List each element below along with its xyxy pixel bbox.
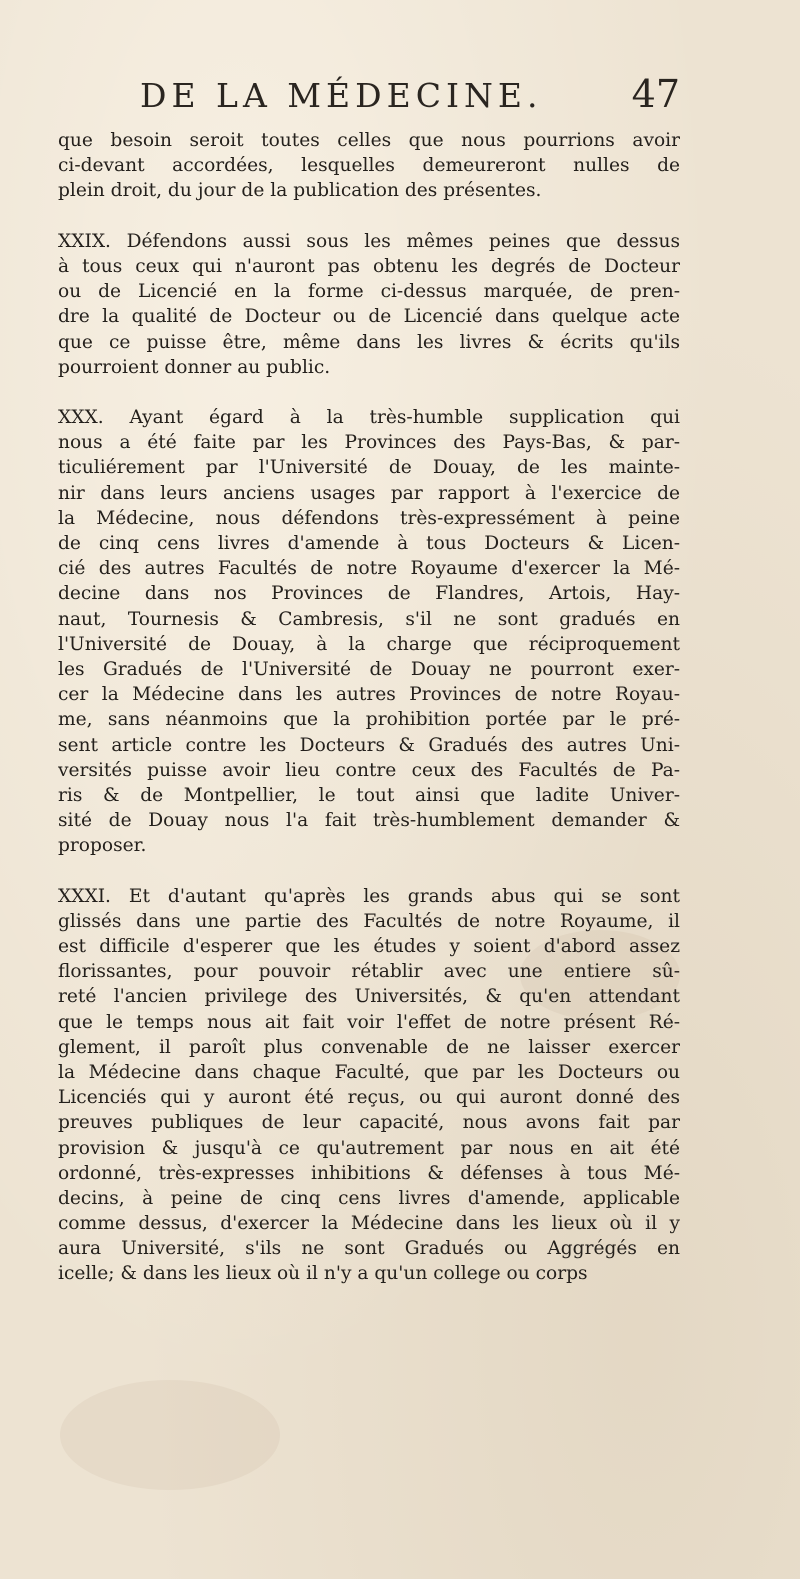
text-line: glement, il paroît plus convenable de ne laisser exercer	[58, 1036, 680, 1058]
text-line: proposer.	[58, 835, 147, 857]
text-line: sent article contre les Docteurs & Gradués des autres Uni-	[58, 734, 680, 756]
text-line: naut, Tournesis & Cambresis, s'il ne sont gradués en	[58, 608, 680, 630]
text-line: decins, à peine de cinq cens livres d'amende, applicable	[58, 1187, 680, 1209]
text-line: pourroient donner au public.	[58, 356, 331, 378]
body-text	[58, 128, 680, 1287]
text-line: sité de Douay nous l'a fait très-humblement demander &	[58, 810, 680, 832]
text-line: decine dans nos Provinces de Flandres, Artois, Hay-	[58, 583, 680, 605]
text-line: cer la Médecine dans les autres Provinces de notre Royau-	[58, 684, 680, 706]
text-line: ou de Licencié en la forme ci-dessus marquée, de pren-	[58, 281, 680, 303]
page-header	[140, 72, 680, 122]
running-head: DE LA MÉDECINE.	[140, 76, 543, 115]
text-line: la Médecine, nous défendons très-expressément à peine	[58, 507, 680, 529]
text-line: XXX. Ayant égard à la très-humble supplication qui	[58, 407, 680, 429]
text-line: de cinq cens livres d'amende à tous Docteurs & Licen-	[58, 533, 680, 554]
text-line: nir dans leurs anciens usages par rapport à l'exercice de	[58, 482, 680, 504]
text-line: cié des autres Facultés de notre Royaume d'exercer la Mé-	[58, 558, 680, 580]
text-line: aura Université, s'ils ne sont Gradués ou Aggrégés en	[58, 1238, 680, 1260]
text-line: versités puisse avoir lieu contre ceux des Facultés de Pa-	[58, 759, 680, 781]
text-line: XXIX. Défendons aussi sous les mêmes peines que dessus	[58, 230, 680, 252]
paragraph-gap	[58, 380, 680, 405]
text-line: plein droit, du jour de la publication des présentes.	[58, 180, 542, 202]
text-line: à tous ceux qui n'auront pas obtenu les degrés de Docteur	[58, 255, 680, 277]
paragraph	[58, 884, 680, 1287]
text-line: reté l'ancien privilege des Universités, & qu'en attendant	[58, 986, 680, 1008]
text-line: preuves publiques de leur capacité, nous avons fait par	[58, 1112, 680, 1134]
text-line: XXXI. Et d'autant qu'après les grands abus qui se sont	[58, 885, 680, 907]
paragraph	[58, 128, 680, 204]
text-line: est difficile d'esperer que les études y soient d'abord assez	[58, 936, 680, 957]
text-line: provision & jusqu'à ce qu'autrement par nous en ait été	[58, 1137, 680, 1159]
text-line: comme dessus, d'exercer la Médecine dans les lieux où il y	[58, 1213, 680, 1235]
text-line: ci-devant accordées, lesquelles demeureront nulles de	[58, 155, 680, 177]
text-line: que le temps nous ait fait voir l'effet de notre présent Ré-	[58, 1011, 680, 1033]
text-line: icelle; & dans les lieux où il n'y a qu'un college ou corps	[58, 1263, 588, 1285]
text-line: ticuliérement par l'Université de Douay, de les mainte-	[58, 457, 680, 479]
page-number: 47	[631, 72, 680, 116]
text-line: que ce puisse être, même dans les livres & écrits qu'ils	[58, 331, 680, 353]
text-line: l'Université de Douay, à la charge que réciproquement	[58, 633, 680, 655]
paragraph	[58, 229, 680, 380]
text-line: glissés dans une partie des Facultés de notre Royaume, il	[58, 910, 680, 932]
paper-stain	[60, 1380, 280, 1490]
text-line: florissantes, pour pouvoir rétablir avec une entiere sû-	[58, 961, 680, 983]
text-line: Licenciés qui y auront été reçus, ou qui auront donné des	[58, 1087, 680, 1109]
paragraph	[58, 405, 680, 858]
text-line: la Médecine dans chaque Faculté, que par les Docteurs ou	[58, 1061, 680, 1083]
text-line: que besoin seroit toutes celles que nous pourrions avoir	[58, 130, 680, 151]
text-line: nous a été faite par les Provinces des Pays-Bas, & par-	[58, 432, 680, 454]
text-line: ris & de Montpellier, le tout ainsi que ladite Univer-	[58, 784, 680, 806]
text-line: dre la qualité de Docteur ou de Licencié dans quelque acte	[58, 306, 680, 328]
text-line: ordonné, très-expresses inhibitions & défenses à tous Mé-	[58, 1162, 680, 1184]
paragraph-gap	[58, 858, 680, 883]
text-line: me, sans néanmoins que la prohibition portée par le pré-	[58, 709, 680, 731]
paragraph-gap	[58, 204, 680, 229]
text-line: les Gradués de l'Université de Douay ne pourront exer-	[58, 658, 680, 680]
